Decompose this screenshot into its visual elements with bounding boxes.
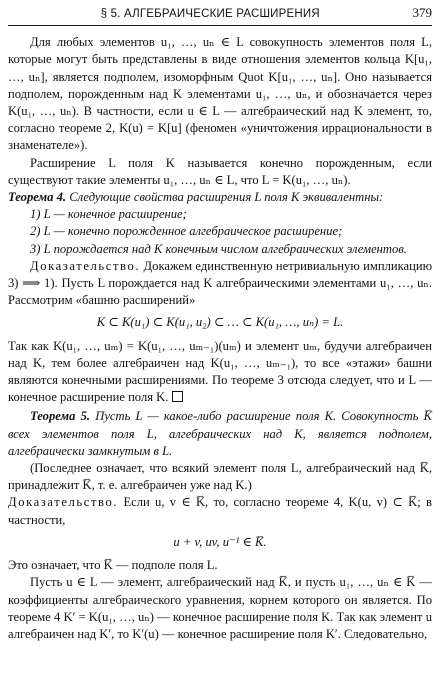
page-number: 379 <box>412 5 432 20</box>
theorem-4-item-1: 1) L — конечное расширение; <box>30 207 187 222</box>
proof-label-2: Доказательство. <box>8 495 119 510</box>
paragraph-subfield-definition: Для любых элементов u₁, …, uₙ ∈ L совокупность элементов поля L, которые могут быть представлены в виде отношения элементов кольца K[u₁, …, uₙ], является подполем, изоморфным Quot K[u₁, …, uₙ]. Оно называется подполем, порожденным над K элементами u₁, …, uₙ, и обозначается через K(u₁, …, uₙ). В частности, если u ∈ L — алгебраический над K элемент, то, согласно теореме 2, K(u) = K[u] (феномен «уничтожения иррациональности в знаменателе»). <box>8 35 432 153</box>
closure-formula: u + v, uv, u⁻¹ ∈ K̅. <box>173 534 267 549</box>
tower-formula: K ⊂ K(u₁) ⊂ K(u₁, u₂) ⊂ … ⊂ K(u₁, …, uₙ) = L. <box>96 315 344 330</box>
tower-conclusion-text: Так как K(u₁, …, uₘ) = K(u₁, …, uₘ₋₁)(uₘ) и элемент uₘ, будучи алгебраичен над K, тем более алгебраичен над K(u₁, …, uₘ₋₁), то все «этажи» башни являются конечными расширениями. По теореме 3 отсюда следует, что и L — конечное расширение поля K. <box>8 338 432 405</box>
paragraph-final: Пусть u ∈ L — элемент, алгебраический над K̅, и пусть u₁, …, uₙ ∈ K̅ — коэффициенты алгебраического уравнения, корнем которого он является. По теореме 4 K′ = K(u₁, …, uₙ) — конечное расширение поля K. Так как элемент u алгебраичен над K′, то K′(u) — конечное расширение поля K′. Следовательно, <box>8 575 432 641</box>
proof-theorem-4 <box>8 258 432 310</box>
theorem-5 <box>8 408 432 460</box>
theorem-4 <box>8 189 432 206</box>
theorem-4-item-3: 3) L порождается над K конечным числом алгебраических элементов. <box>30 241 407 256</box>
paragraph-remark: (Последнее означает, что всякий элемент поля L, алгебраический над K̅, принадлежит K̅, т. е. алгебраичен уже над K.) <box>8 461 432 493</box>
theorem-4-statement: Следующие свойства расширения L поля K эквивалентны: <box>66 190 384 205</box>
theorem-4-label: Теорема 4. <box>8 190 67 205</box>
paragraph-finitely-generated: Расширение L поля K называется конечно порожденным, если существуют такие элементы u₁, …, uₙ ∈ L, что L = K(u₁, …, uₙ). <box>8 155 432 187</box>
qed-square-icon <box>172 391 183 402</box>
paragraph-tower-conclusion <box>8 338 432 407</box>
theorem-4-item-2: 2) L — конечно порожденное алгебраическое расширение; <box>30 224 343 239</box>
proof-text-2: Если u, v ∈ K̅, то, согласно теореме 4, K(u, v) ⊂ K̅; в частности, <box>8 495 432 527</box>
proof-theorem-5 <box>8 494 432 528</box>
theorem-5-label: Теорема 5. <box>30 409 91 424</box>
theorem-5-statement: Пусть L — какое-либо расширение поля K. Совокупность K̅ всех элементов поля L, алгебраических над K, является подполем, алгебраически замкнутым в L. <box>8 409 432 458</box>
page-header <box>8 4 432 26</box>
running-head: § 5. АЛГЕБРАИЧЕСКИЕ РАСШИРЕНИЯ <box>100 8 320 20</box>
proof-text: Докажем единственную нетривиальную импликацию 3) ⟹ 1). Пусть L порождается над K алгебраическими элементами u₁, …, uₙ. Рассмотрим «башню расширений» <box>8 258 432 308</box>
paragraph-subfield-conclusion: Это означает, что K̅ — подполе поля L. <box>8 558 218 573</box>
proof-label: Доказательство. <box>30 258 141 273</box>
